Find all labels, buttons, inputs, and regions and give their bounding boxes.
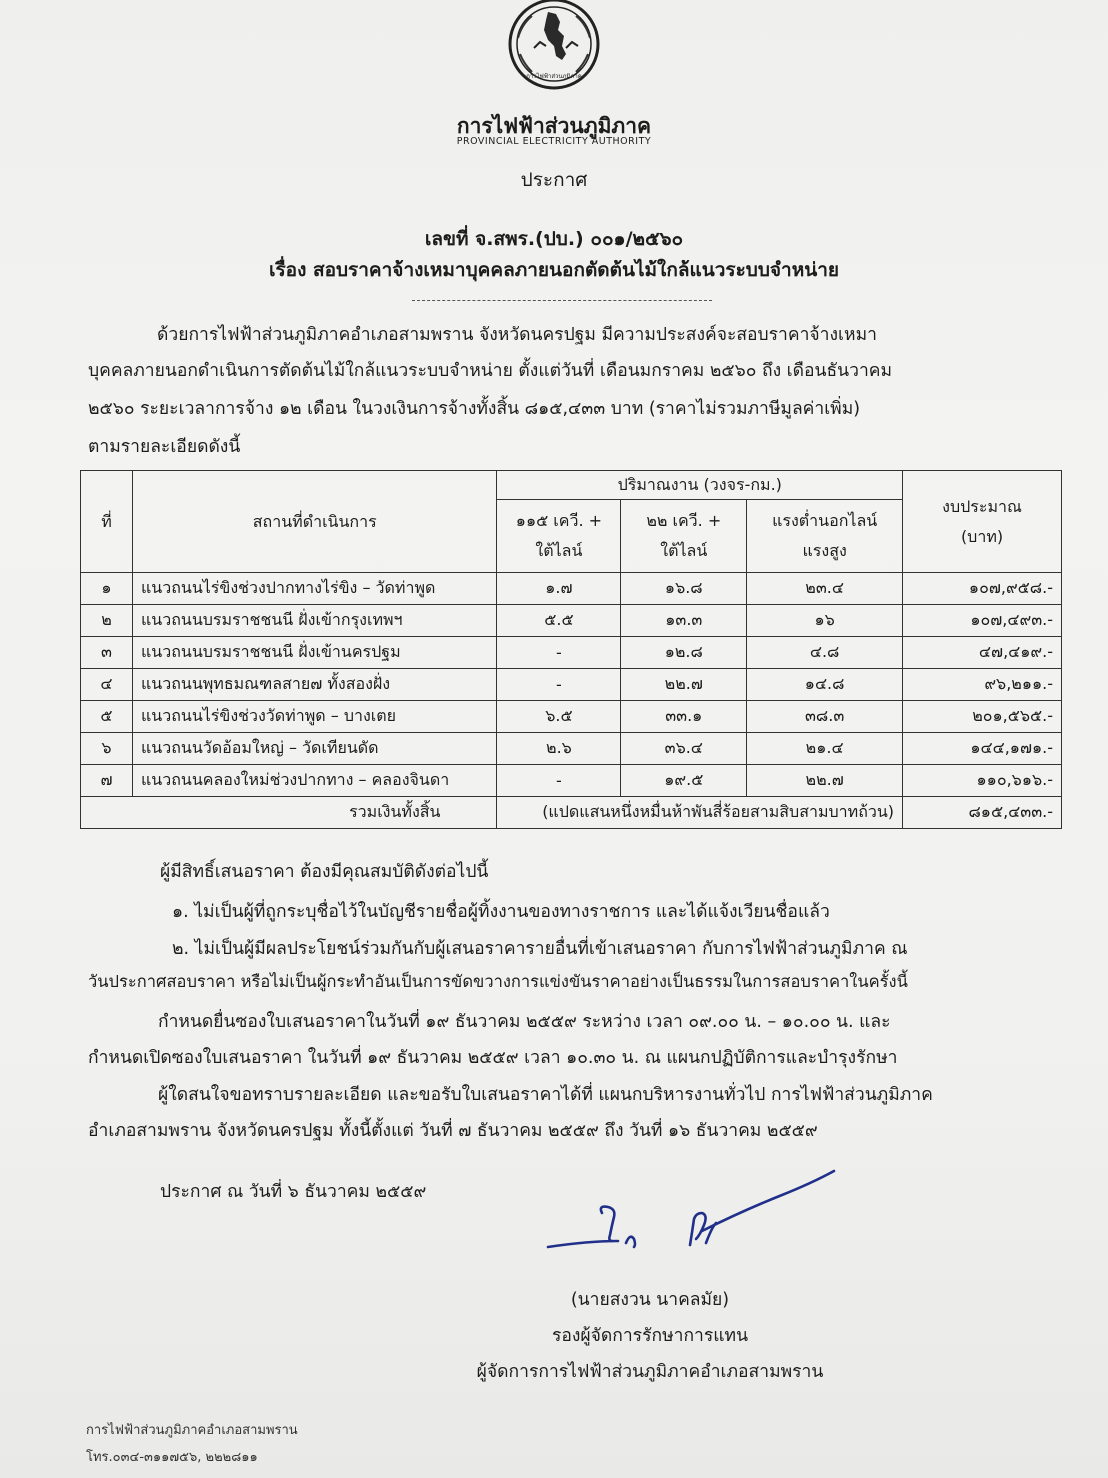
table-row <box>81 669 1062 701</box>
table-row <box>81 573 1062 605</box>
signatory-title-line-1: รองผู้จัดการรักษาการแทน <box>551 1326 749 1346</box>
header-quantity-group: ปริมาณงาน (วงจร-กม.) <box>497 471 903 500</box>
header-22kv-line1: ๒๒ เควี. + <box>646 511 722 530</box>
row-no: ๓ <box>81 637 133 669</box>
row-budget: ๑๐๗,๔๙๓.- <box>903 605 1062 637</box>
row-low-voltage: ๔.๘ <box>747 637 903 669</box>
emblem-caption: การไฟฟ้าส่วนภูมิภาค <box>526 73 582 80</box>
row-no: ๗ <box>81 765 133 797</box>
row-low-voltage: ๓๘.๓ <box>747 701 903 733</box>
row-budget: ๙๖,๒๑๑.- <box>903 669 1062 701</box>
row-22kv: ๓๓.๑ <box>621 701 747 733</box>
row-low-voltage: ๑๔.๘ <box>747 669 903 701</box>
row-location: แนวถนนไร่ขิงช่วงปากทางไร่ขิง – วัดท่าพูด <box>132 573 497 605</box>
dashed-divider <box>412 300 712 301</box>
header-115kv <box>497 500 621 573</box>
footer-phone: โทร.๐๓๔-๓๑๑๗๕๖, ๒๒๒๘๑๑ <box>86 1450 258 1465</box>
table-row <box>81 701 1062 733</box>
row-115kv: ๖.๕ <box>497 701 621 733</box>
signatory-title-line-2: ผู้จัดการการไฟฟ้าส่วนภูมิภาคอำเภอสามพราน <box>476 1362 824 1382</box>
announcement-number: เลขที่ จ.สพร.(ปบ.) ๐๐๑/๒๕๖๐ <box>424 228 684 250</box>
work-details-table <box>80 470 1062 829</box>
row-115kv: ๕.๕ <box>497 605 621 637</box>
row-low-voltage: ๑๖ <box>747 605 903 637</box>
row-location: แนวถนนพุทธมณฑลสาย๗ ทั้งสองฝั่ง <box>132 669 497 701</box>
header-no: ที่ <box>81 471 133 573</box>
submission-deadline-line-1: กำหนดยื่นซองใบเสนอราคาในวันที่ ๑๙ ธันวาคม ๒๕๕๙ ระหว่าง เวลา ๐๙.๐๐ น. – ๑๐.๐๐ น. และ <box>158 1012 891 1032</box>
row-location: แนวถนนคลองใหม่ช่วงปากทาง – คลองจินดา <box>132 765 497 797</box>
table-row <box>81 637 1062 669</box>
row-115kv: - <box>497 669 621 701</box>
header-115kv-line1: ๑๑๕ เควี. + <box>515 511 603 530</box>
qualification-item-2-line-2: วันประกาศสอบราคา หรือไม่เป็นผู้กระทำอันเป็นการขัดขวางการแข่งขันราคาอย่างเป็นธรรมในการสอบราคาในครั้งนี้ <box>88 972 908 991</box>
row-22kv: ๑๙.๕ <box>621 765 747 797</box>
total-label: รวมเงินทั้งสิ้น <box>81 797 497 829</box>
row-no: ๒ <box>81 605 133 637</box>
row-location: แนวถนนบรมราชชนนี ฝั่งเข้ากรุงเทพฯ <box>132 605 497 637</box>
row-22kv: ๑๓.๓ <box>621 605 747 637</box>
row-no: ๕ <box>81 701 133 733</box>
header-budget-line1: งบประมาณ <box>942 496 1022 516</box>
qualification-item-1: ๑. ไม่เป็นผู้ที่ถูกระบุชื่อไว้ในบัญชีรายชื่อผู้ทิ้งงานของทางราชการ และได้แจ้งเวียนชื่อแล้ว <box>172 902 830 922</box>
header-low-voltage <box>747 500 903 573</box>
announcement-subject: เรื่อง สอบราคาจ้างเหมาบุคคลภายนอกตัดต้นไม้ใกล้แนวระบบจำหน่าย <box>268 259 840 281</box>
intro-line-3: ๒๕๖๐ ระยะเวลาการจ้าง ๑๒ เดือน ในวงเงินการจ้างทั้งสิ้น ๘๑๕,๔๓๓ บาท (ราคาไม่รวมภาษีมูลค่าเพิ่ม) <box>88 399 861 419</box>
contact-info-line-2: อำเภอสามพราน จังหวัดนครปฐม ทั้งนี้ตั้งแต่ วันที่ ๗ ธันวาคม ๒๕๕๙ ถึง วันที่ ๑๖ ธันวาคม ๒๕๕๙ <box>88 1121 818 1141</box>
total-value: ๘๑๕,๔๓๓.- <box>903 797 1062 829</box>
organization-name-english: PROVINCIAL ELECTRICITY AUTHORITY <box>456 136 652 147</box>
row-no: ๑ <box>81 573 133 605</box>
header-low-voltage-line1: แรงต่ำนอกไลน์ <box>772 511 878 530</box>
row-budget: ๔๗,๔๑๙.- <box>903 637 1062 669</box>
signatory-name: (นายสงวน นาคลมัย) <box>570 1290 730 1310</box>
contact-info-line-1: ผู้ใดสนใจขอทราบรายละเอียด และขอรับใบเสนอราคาได้ที่ แผนกบริหารงานทั่วไป การไฟฟ้าส่วนภูมิภาค <box>158 1085 933 1105</box>
row-budget: ๑๑๐,๖๑๖.- <box>903 765 1062 797</box>
announcement-heading: ประกาศ <box>520 169 588 191</box>
qualifications-intro: ผู้มีสิทธิ์เสนอราคา ต้องมีคุณสมบัติดังต่อไปนี้ <box>160 862 489 882</box>
total-in-words: (แปดแสนหนึ่งหมื่นห้าพันสี่ร้อยสามสิบสามบาทถ้วน) <box>497 797 903 829</box>
table-total-row <box>81 797 1062 829</box>
row-no: ๖ <box>81 733 133 765</box>
announcement-date: ประกาศ ณ วันที่ ๖ ธันวาคม ๒๕๕๙ <box>160 1182 427 1202</box>
row-budget: ๑๔๔,๑๗๑.- <box>903 733 1062 765</box>
row-115kv: - <box>497 765 621 797</box>
row-22kv: ๓๖.๔ <box>621 733 747 765</box>
intro-line-2: บุคคลภายนอกดำเนินการตัดต้นไม้ใกล้แนวระบบจำหน่าย ตั้งแต่วันที่ เดือนมกราคม ๒๕๖๐ ถึง เดือนธันวาคม <box>88 361 893 381</box>
intro-line-1: ด้วยการไฟฟ้าส่วนภูมิภาคอำเภอสามพราน จังหวัดนครปฐม มีความประสงค์จะสอบราคาจ้างเหมา <box>157 325 877 345</box>
table-row <box>81 765 1062 797</box>
row-budget: ๒๐๑,๕๖๕.- <box>903 701 1062 733</box>
row-low-voltage: ๒๑.๔ <box>747 733 903 765</box>
table-row <box>81 733 1062 765</box>
row-115kv: ๑.๗ <box>497 573 621 605</box>
row-22kv: ๑๒.๘ <box>621 637 747 669</box>
table-header-row <box>81 471 1062 500</box>
organization-name-thai: การไฟฟ้าส่วนภูมิภาค <box>456 114 652 138</box>
header-115kv-line2: ใต้ไลน์ <box>535 541 583 560</box>
row-location: แนวถนนไร่ขิงช่วงวัดท่าพูด – บางเตย <box>132 701 497 733</box>
row-115kv: ๒.๖ <box>497 733 621 765</box>
row-location: แนวถนนวัดอ้อมใหญ่ – วัดเทียนดัด <box>132 733 497 765</box>
row-22kv: ๑๖.๘ <box>621 573 747 605</box>
row-22kv: ๒๒.๗ <box>621 669 747 701</box>
row-budget: ๑๐๗,๙๕๘.- <box>903 573 1062 605</box>
header-22kv-line2: ใต้ไลน์ <box>660 541 708 560</box>
handwritten-signature <box>540 1155 840 1265</box>
header-low-voltage-line2: แรงสูง <box>802 541 847 560</box>
intro-line-4: ตามรายละเอียดดังนี้ <box>88 437 241 457</box>
header-budget <box>903 471 1062 573</box>
row-115kv: - <box>497 637 621 669</box>
header-22kv <box>621 500 747 573</box>
footer-office: การไฟฟ้าส่วนภูมิภาคอำเภอสามพราน <box>86 1423 298 1438</box>
header-location: สถานที่ดำเนินการ <box>132 471 497 573</box>
row-location: แนวถนนบรมราชชนนี ฝั่งเข้านครปฐม <box>132 637 497 669</box>
pea-emblem-logo <box>504 0 604 98</box>
row-low-voltage: ๒๓.๔ <box>747 573 903 605</box>
header-budget-line2: (บาท) <box>960 526 1004 546</box>
row-low-voltage: ๒๒.๗ <box>747 765 903 797</box>
table-row <box>81 605 1062 637</box>
submission-deadline-line-2: กำหนดเปิดซองใบเสนอราคา ในวันที่ ๑๙ ธันวาคม ๒๕๕๙ เวลา ๑๐.๓๐ น. ณ แผนกปฏิบัติการและบำรุงรักษา <box>88 1048 898 1068</box>
qualification-item-2-line-1: ๒. ไม่เป็นผู้มีผลประโยชน์ร่วมกันกับผู้เสนอราคารายอื่นที่เข้าเสนอราคา กับการไฟฟ้าส่วนภูมิภาค ณ <box>172 939 908 959</box>
row-no: ๔ <box>81 669 133 701</box>
